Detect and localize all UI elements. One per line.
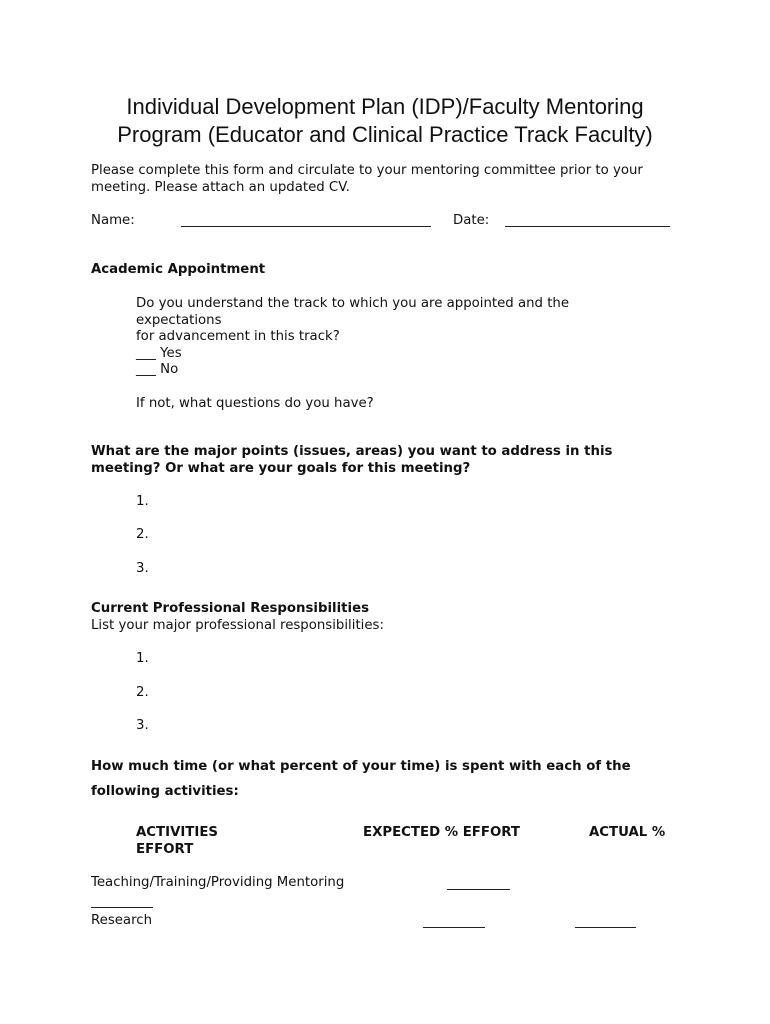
yes-option[interactable]: ___ Yes — [136, 345, 182, 361]
teaching-expected-field[interactable] — [447, 877, 510, 890]
title-line-1: Individual Development Plan (IDP)/Faculty Mentoring — [126, 94, 644, 119]
academic-question-line-3: for advancement in this track? — [136, 329, 340, 344]
goals-heading-line-1: What are the major points (issues, areas) you want to address in this — [91, 444, 613, 459]
responsibilities-subheading: List your major professional responsibilities: — [91, 618, 384, 633]
responsibility-item-2: 2. — [136, 685, 149, 700]
intro-text — [91, 163, 643, 196]
academic-question-line-1: Do you understand the track to which you are appointed and the — [136, 296, 570, 311]
document-title — [60, 93, 710, 149]
responsibility-item-3: 3. — [136, 718, 149, 733]
col-expected-header: EXPECTED % EFFORT — [363, 825, 520, 840]
time-heading-line-1: How much time (or what percent of your time) is spent with each of the — [91, 759, 631, 774]
date-field[interactable] — [505, 214, 670, 227]
academic-followup: If not, what questions do you have? — [136, 396, 374, 411]
teaching-actual-field[interactable] — [91, 895, 153, 908]
goal-item-3: 3. — [136, 561, 149, 576]
goal-item-2: 2. — [136, 527, 149, 542]
time-heading-line-2: following activities: — [91, 784, 239, 799]
goals-heading — [91, 444, 612, 477]
academic-heading: Academic Appointment — [91, 262, 266, 277]
intro-line-1: Please complete this form and circulate to your mentoring committee prior to your — [91, 163, 643, 178]
date-label: Date: — [453, 213, 490, 228]
responsibilities-heading: Current Professional Responsibilities — [91, 601, 370, 616]
no-option[interactable]: ___ No — [136, 362, 179, 377]
research-expected-field[interactable] — [423, 915, 485, 928]
name-field[interactable] — [181, 214, 431, 227]
goal-item-1: 1. — [136, 494, 149, 509]
academic-question-line-2: expectations — [136, 312, 222, 328]
goals-heading-line-2: meeting? Or what are your goals for this meeting? — [91, 460, 471, 476]
academic-question — [136, 296, 569, 379]
research-actual-field[interactable] — [575, 915, 636, 928]
intro-line-2: meeting. Please attach an updated CV. — [91, 179, 350, 195]
activity-teaching-label: Teaching/Training/Providing Mentoring — [91, 875, 345, 890]
col-activities-header: ACTIVITIES — [136, 825, 218, 840]
name-label: Name: — [91, 213, 135, 228]
activity-research-label: Research — [91, 913, 152, 928]
col-effort-header: EFFORT — [136, 842, 194, 857]
title-line-2: Program (Educator and Clinical Practice Track Faculty) — [117, 122, 653, 147]
col-actual-header: ACTUAL % — [589, 825, 666, 840]
responsibility-item-1: 1. — [136, 651, 149, 666]
